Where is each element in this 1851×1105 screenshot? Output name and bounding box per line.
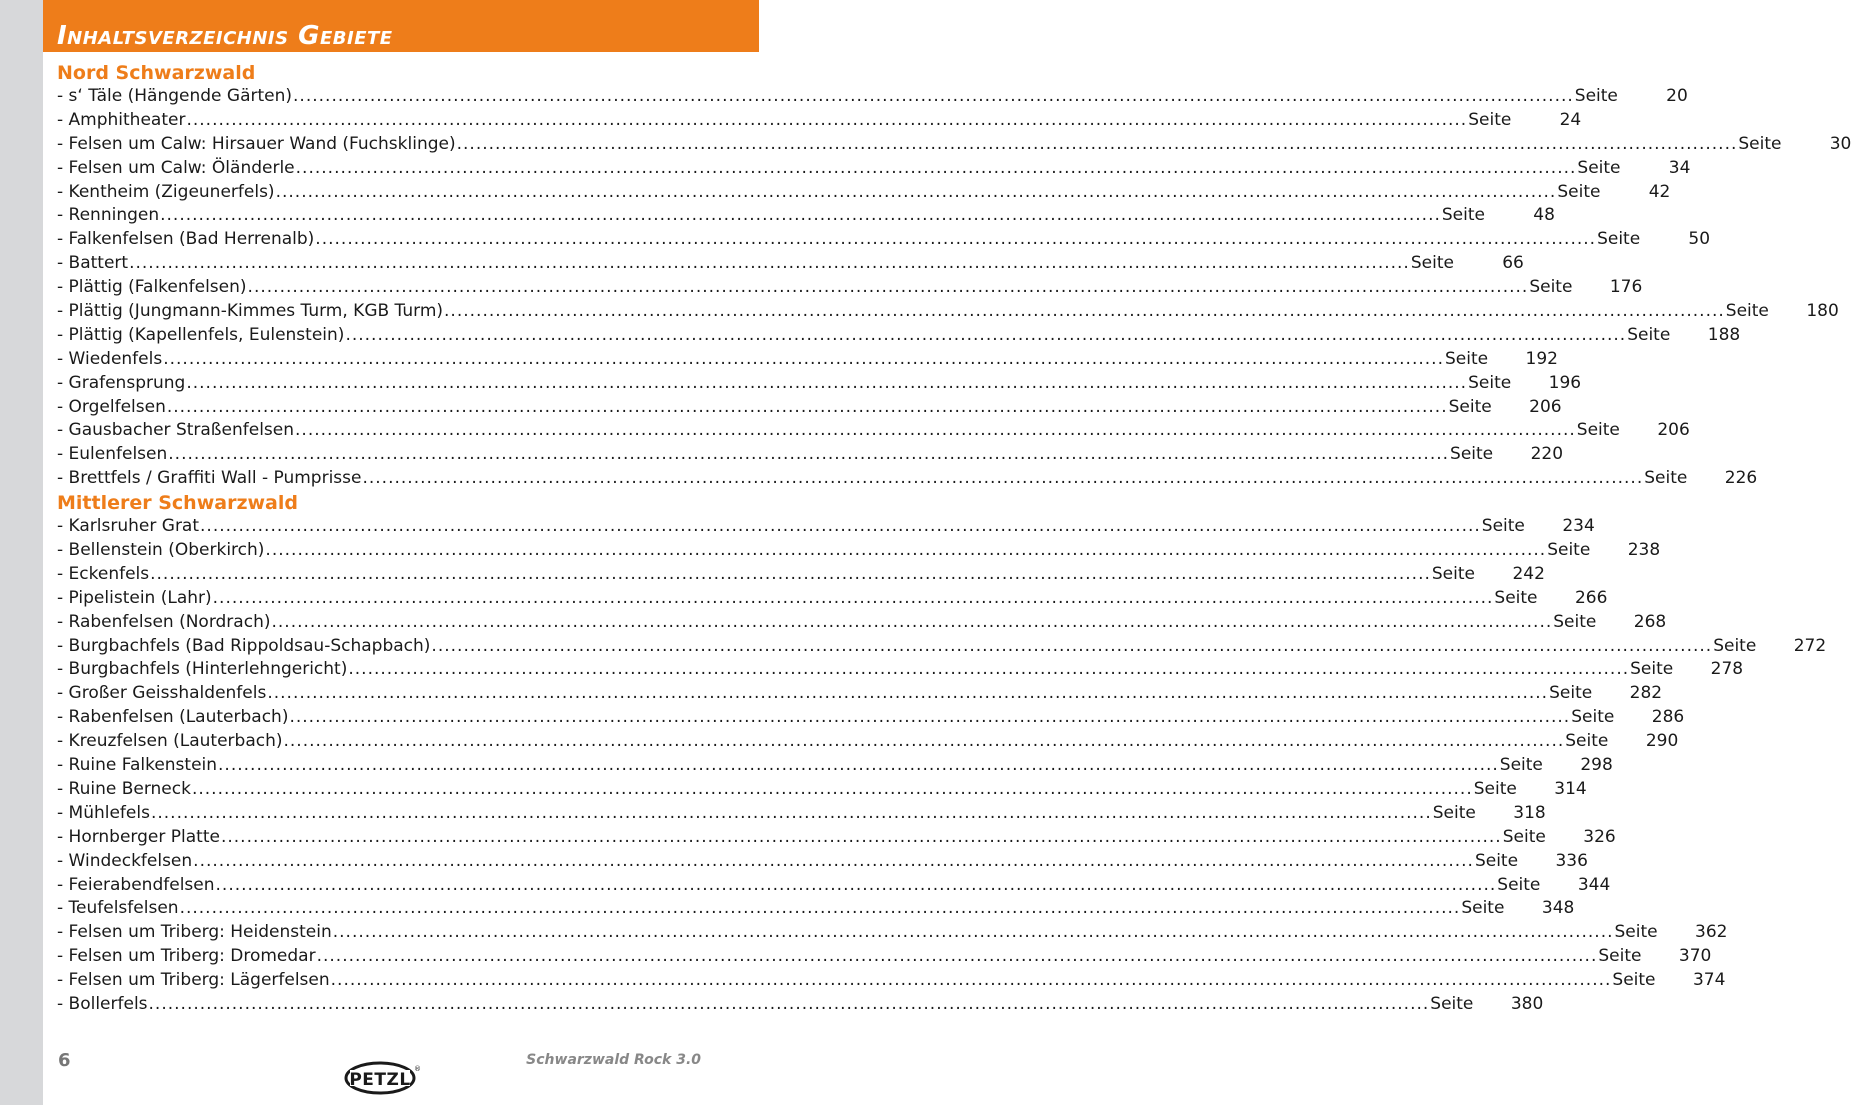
entry-page-number: 238 [1627, 540, 1661, 561]
entry-page-number: 370 [1678, 946, 1712, 967]
entry-name: - Ruine Berneck [57, 778, 191, 799]
entry-seite-label: Seite [1481, 516, 1525, 537]
dot-leader [218, 754, 1499, 778]
entry-seite-label: Seite [1576, 420, 1620, 441]
entry-name: - Hornberger Platte [57, 826, 220, 847]
dot-leader [129, 252, 1410, 276]
entry-name: - Gausbacher Straßenfelsen [57, 420, 295, 441]
entry-page-number: 220 [1530, 444, 1564, 465]
entry-name: - Bellenstein (Oberkirch) [57, 540, 265, 561]
dot-leader [276, 181, 1557, 205]
toc-entry[interactable] [57, 348, 1558, 372]
dot-leader [348, 658, 1629, 682]
entry-name: - Falkenfelsen (Bad Herrenalb) [57, 229, 315, 250]
toc-entry[interactable] [57, 419, 1690, 443]
toc-entry[interactable] [57, 204, 1555, 228]
entry-seite-label: Seite [1468, 372, 1512, 393]
entry-name: - s‘ Täle (Hängende Gärten) [57, 86, 293, 106]
entry-page-number: 318 [1513, 802, 1546, 823]
entry-name: - Mühlefels [57, 802, 150, 823]
entry-seite-label: Seite [1565, 731, 1609, 752]
toc-entry[interactable] [57, 658, 1744, 682]
entry-seite-label: Seite [1432, 802, 1476, 823]
entry-page-number: 234 [1562, 516, 1595, 537]
petzl-logo-icon [344, 1060, 420, 1096]
entry-seite-label: Seite [1598, 946, 1642, 967]
dot-leader [216, 874, 1497, 898]
entry-page-number: 374 [1692, 970, 1726, 991]
entry-name: - Renningen [57, 205, 160, 226]
entry-page-number: 314 [1554, 778, 1587, 799]
entry-seite-label: Seite [1497, 874, 1541, 895]
entry-seite-label: Seite [1612, 970, 1656, 991]
toc-entry[interactable] [57, 921, 1728, 945]
entry-page-number: 290 [1645, 731, 1679, 752]
entry-seite-label: Seite [1441, 205, 1485, 226]
entry-page-number: 362 [1695, 922, 1728, 943]
entry-page-number: 48 [1533, 205, 1555, 226]
dot-leader [180, 897, 1461, 921]
entry-seite-label: Seite [1738, 133, 1782, 154]
entry-name: - Battert [57, 253, 129, 274]
entry-seite-label: Seite [1448, 396, 1492, 417]
entry-seite-label: Seite [1529, 277, 1573, 298]
entry-page-number: 180 [1806, 301, 1839, 322]
dot-leader [331, 969, 1612, 993]
toc-entry[interactable] [57, 826, 1616, 850]
toc-entry[interactable] [57, 706, 1685, 730]
entry-name: - Eckenfels [57, 563, 150, 584]
entry-name: - Ruine Falkenstein [57, 755, 218, 776]
entry-seite-label: Seite [1430, 993, 1474, 1014]
toc-entry[interactable] [57, 276, 1643, 300]
toc-entry[interactable] [57, 635, 1827, 659]
dot-leader [431, 635, 1712, 659]
entry-seite-label: Seite [1494, 587, 1538, 608]
entry-seite-label: Seite [1574, 86, 1618, 106]
toc-entry[interactable] [57, 133, 1851, 157]
dot-leader [444, 300, 1725, 324]
entry-name: - Felsen um Triberg: Dromedar [57, 946, 316, 967]
entry-name: - Burgbachfels (Hinterlehngericht) [57, 659, 348, 680]
toc-entry[interactable] [57, 730, 1679, 754]
toc-entry[interactable] [57, 515, 1595, 539]
dot-leader [295, 419, 1576, 443]
entry-seite-label: Seite [1461, 898, 1505, 919]
entry-seite-label: Seite [1444, 348, 1489, 369]
dot-leader [333, 921, 1614, 945]
toc-entry[interactable] [57, 563, 1545, 587]
section-heading: Nord Schwarzwald [57, 62, 256, 84]
dot-leader [362, 467, 1643, 491]
entry-page-number: 34 [1668, 157, 1691, 178]
toc-entry[interactable] [57, 754, 1613, 778]
dot-leader [186, 109, 1467, 133]
toc-entry[interactable] [57, 969, 1726, 993]
entry-name: - Windeckfelsen [57, 850, 193, 871]
book-title: Schwarzwald Rock 3.0 [526, 1052, 701, 1068]
dot-leader [289, 706, 1570, 730]
entry-seite-label: Seite [1627, 324, 1671, 345]
page-title: Inhaltsverzeichnis Gebiete [57, 21, 393, 51]
toc-entry[interactable] [57, 252, 1524, 276]
entry-name: - Felsen um Triberg: Lägerfelsen [57, 970, 330, 991]
toc-entry[interactable] [57, 467, 1758, 491]
dot-leader [296, 157, 1577, 181]
toc-entry[interactable] [57, 945, 1712, 969]
dot-leader [150, 563, 1431, 587]
entry-seite-label: Seite [1499, 755, 1543, 776]
toc-entry[interactable] [57, 228, 1711, 252]
entry-name: - Burgbachfels (Bad Rippoldsau-Schapbach) [57, 635, 431, 656]
entry-page-number: 278 [1710, 659, 1744, 680]
entry-seite-label: Seite [1577, 157, 1621, 178]
entry-name: - Rabenfelsen (Lauterbach) [57, 707, 289, 728]
toc-entry[interactable] [57, 396, 1562, 420]
entry-name: - Bollerfels [57, 993, 148, 1014]
entry-name: - Teufelsfelsen [57, 898, 179, 919]
entry-name: - Kentheim (Zigeunerfels) [57, 181, 275, 202]
entry-seite-label: Seite [1725, 301, 1769, 322]
entry-page-number: 336 [1555, 850, 1588, 871]
entry-page-number: 24 [1559, 109, 1582, 130]
entry-seite-label: Seite [1410, 253, 1454, 274]
svg-text:®: ® [414, 1065, 421, 1073]
toc-entry[interactable] [57, 443, 1564, 467]
header-bar [43, 0, 759, 52]
entry-seite-label: Seite [1614, 922, 1658, 943]
dot-leader [345, 324, 1626, 348]
entry-page-number: 348 [1541, 898, 1575, 919]
entry-seite-label: Seite [1549, 683, 1593, 704]
entry-name: - Großer Geisshaldenfels [57, 683, 267, 704]
dot-leader [186, 372, 1467, 396]
entry-page-number: 206 [1657, 420, 1690, 441]
entry-page-number: 242 [1512, 563, 1545, 584]
entry-seite-label: Seite [1547, 540, 1591, 561]
entry-name: - Grafensprung [57, 372, 186, 393]
dot-leader [168, 443, 1449, 467]
entry-name: - Felsen um Triberg: Heidenstein [57, 922, 332, 943]
dot-leader [317, 945, 1598, 969]
dot-leader [151, 802, 1432, 826]
toc-entry[interactable] [57, 539, 1661, 563]
toc-entry[interactable] [57, 324, 1741, 348]
entry-name: - Felsen um Calw: Hirsauer Wand (Fuchsklinge) [57, 133, 456, 154]
entry-seite-label: Seite [1630, 659, 1674, 680]
entry-page-number: 326 [1583, 826, 1616, 847]
dot-leader [213, 587, 1494, 611]
dot-leader [221, 826, 1502, 850]
dot-leader [248, 276, 1529, 300]
entry-seite-label: Seite [1597, 229, 1641, 250]
entry-name: - Rabenfelsen (Nordrach) [57, 611, 271, 632]
toc-entry[interactable] [57, 587, 1608, 611]
toc-entry[interactable] [57, 993, 1544, 1017]
entry-name: - Orgelfelsen [57, 396, 166, 417]
dot-leader [163, 348, 1444, 372]
entry-name: - Plättig (Falkenfelsen) [57, 277, 247, 298]
table-of-contents [57, 61, 1851, 1017]
entry-name: - Plättig (Kapellenfels, Eulenstein) [57, 324, 345, 345]
entry-name: - Wiedenfels [57, 348, 163, 369]
svg-text:PETZL: PETZL [349, 1070, 411, 1090]
entry-name: - Plättig (Jungmann-Kimmes Turm, KGB Turm) [57, 301, 444, 322]
toc-entry[interactable] [57, 85, 1688, 109]
entry-page-number: 176 [1609, 277, 1643, 298]
side-strip [0, 0, 43, 1105]
toc-entry[interactable] [57, 897, 1575, 921]
dot-leader [167, 396, 1448, 420]
entry-page-number: 266 [1574, 587, 1608, 608]
entry-page-number: 20 [1666, 86, 1688, 106]
entry-page-number: 268 [1633, 611, 1667, 632]
entry-seite-label: Seite [1713, 635, 1757, 656]
dot-leader [200, 515, 1481, 539]
entry-page-number: 344 [1577, 874, 1611, 895]
entry-page-number: 206 [1529, 396, 1562, 417]
entry-seite-label: Seite [1553, 611, 1597, 632]
section-heading: Mittlerer Schwarzwald [57, 492, 298, 515]
toc-entry[interactable] [57, 802, 1546, 826]
dot-leader [293, 85, 1574, 109]
entry-name: - Karlsruher Grat [57, 516, 200, 537]
toc-entry[interactable] [57, 300, 1839, 324]
dot-leader [160, 204, 1441, 228]
entry-seite-label: Seite [1644, 468, 1688, 489]
dot-leader [315, 228, 1596, 252]
entry-seite-label: Seite [1473, 778, 1517, 799]
toc-entry[interactable] [57, 850, 1588, 874]
entry-page-number: 192 [1525, 348, 1558, 369]
dot-leader [265, 539, 1546, 563]
dot-leader [192, 778, 1473, 802]
entry-name: - Eulenfelsen [57, 444, 168, 465]
entry-seite-label: Seite [1571, 707, 1615, 728]
dot-leader [193, 850, 1474, 874]
dot-leader [284, 730, 1565, 754]
toc-entry[interactable] [57, 181, 1671, 205]
entry-page-number: 50 [1688, 229, 1711, 250]
entry-page-number: 272 [1793, 635, 1827, 656]
entry-page-number: 30 [1829, 133, 1851, 154]
entry-page-number: 298 [1580, 755, 1613, 776]
dot-leader [267, 682, 1548, 706]
entry-name: - Feierabendfelsen [57, 874, 215, 895]
toc-entry[interactable] [57, 372, 1582, 396]
toc-entry[interactable] [57, 874, 1611, 898]
entry-name: - Pipelistein (Lahr) [57, 587, 212, 608]
petzl-logo [344, 1060, 420, 1096]
entry-page-number: 66 [1502, 253, 1524, 274]
page-number: 6 [58, 1050, 71, 1071]
toc-entry[interactable] [57, 778, 1587, 802]
entry-page-number: 380 [1510, 993, 1544, 1014]
entry-seite-label: Seite [1502, 826, 1546, 847]
entry-name: - Felsen um Calw: Öländerle [57, 157, 295, 178]
entry-name: - Amphitheater [57, 109, 186, 130]
entry-page-number: 282 [1629, 683, 1663, 704]
entry-name: - Kreuzfelsen (Lauterbach) [57, 731, 283, 752]
entry-page-number: 196 [1548, 372, 1582, 393]
entry-name: - Brettfels / Graffiti Wall - Pumprisse [57, 468, 362, 489]
entry-seite-label: Seite [1431, 563, 1475, 584]
entry-page-number: 286 [1651, 707, 1685, 728]
entry-page-number: 42 [1648, 181, 1671, 202]
entry-page-number: 226 [1724, 468, 1758, 489]
dot-leader [149, 993, 1430, 1017]
toc-entry[interactable] [57, 109, 1582, 133]
header-divider [43, 52, 759, 56]
toc-entry[interactable] [57, 611, 1667, 635]
dot-leader [457, 133, 1738, 157]
dot-leader [271, 611, 1552, 635]
toc-entry[interactable] [57, 682, 1663, 706]
entry-seite-label: Seite [1468, 109, 1512, 130]
entry-seite-label: Seite [1450, 444, 1494, 465]
entry-page-number: 188 [1707, 324, 1741, 345]
toc-entry[interactable] [57, 157, 1691, 181]
entry-seite-label: Seite [1557, 181, 1601, 202]
entry-seite-label: Seite [1474, 850, 1519, 871]
